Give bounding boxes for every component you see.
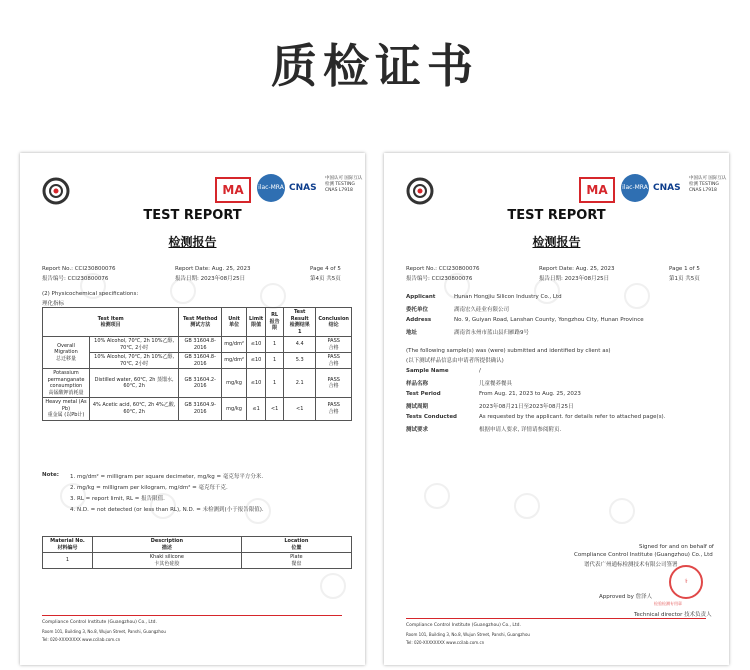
report-no-cn: 报告编号: CCI230800076 [42, 276, 109, 282]
address-label: Address [406, 317, 432, 323]
page-number: Page 1 of 5 [669, 266, 700, 272]
watermark [609, 498, 635, 524]
report-title-cn: 检测报告 [532, 235, 581, 249]
applicant-value: Hunan Hongjiu Silicon Industry Co., Ltd [454, 294, 562, 300]
address-cn-value: 湖南省永州市蓝山县归雁路9号 [454, 330, 530, 336]
cell-method: GB 31604.8-2016 [179, 337, 222, 353]
section-title: (2) Physicochemical specifications: [42, 291, 139, 297]
banner-title: 质检证书 [271, 39, 479, 93]
footer-company: Compliance Control Institute (Guangzhou) Co., Ltd. [406, 623, 521, 628]
tests-label: Tests Conducted [406, 414, 457, 420]
cell-result: 5.3 [284, 353, 316, 369]
cnas-logo-icon: CNAS [289, 183, 317, 193]
cell-limit: ≤10 [246, 369, 265, 398]
table-row [43, 337, 352, 353]
statement: (The following sample(s) was (were) submitted and identified by client as) [406, 348, 611, 354]
signed-cn: 谱代表广州通标检测技术有限公司签署 [584, 562, 678, 568]
cell-limit: ≤10 [246, 337, 265, 353]
sample-cn-value: 儿童餐养餐具 [479, 381, 513, 387]
footer-contact: Tel: 020-XXXXXXXX www.ccilab.com.cn [406, 640, 485, 645]
cell-limit: ≤10 [246, 353, 265, 369]
cell-rl: 1 [266, 353, 284, 369]
watermark [624, 283, 650, 309]
report-date: Report Date: Aug. 25, 2023 [175, 266, 251, 272]
report-no: Report No.: CCI230800076 [42, 266, 116, 272]
applicant-label: Applicant [406, 294, 436, 300]
watermark [424, 483, 450, 509]
cell-description: Khaki silicone 卡其色硅胶 [93, 553, 242, 569]
period-cn-label: 测试周期 [406, 404, 429, 410]
tests-cn-value: 根据申请人要求, 详情请参阅附页. [479, 427, 562, 433]
cell-result: <1 [284, 398, 316, 421]
cell-item: Heavy metal (As Pb) 重金属 (以Pb计) [43, 398, 90, 421]
report-no: Report No.: CCI230800076 [406, 266, 480, 272]
th-item: Test Item 检测项目 [43, 308, 179, 337]
table-header-row [43, 308, 352, 337]
cell-item: Overall Migration 总迁移量 [43, 337, 90, 369]
report-title-cn: 检测报告 [168, 235, 217, 249]
approved-label: Approved by 詹泽人 [599, 594, 653, 600]
section-title-cn: 理化指标 [42, 301, 65, 307]
cci-logo-icon [42, 177, 70, 205]
th-material-no: Material No. 材料编号 [43, 537, 93, 553]
cnas-text: 中国认可 国际互认 检测 TESTING CNAS L7918 [689, 176, 727, 193]
note-2: 2. mg/kg = milligram per kilogram, mg/dm² = 毫克每千克. [70, 485, 228, 491]
report-page-1 [384, 153, 729, 665]
ilac-logo-icon: ilac-MRA [621, 174, 649, 202]
note-label: Note: [42, 472, 59, 478]
th-unit: Unit 单位 [222, 308, 247, 337]
cell-unit: mg/kg [222, 398, 247, 421]
table-row [43, 398, 352, 421]
report-title: TEST REPORT [143, 208, 242, 223]
th-rl: RL 报告限 [266, 308, 284, 337]
cell-condition: Distilled water, 60℃, 2h 蒸馏水, 60℃, 2h [90, 369, 179, 398]
tech-director: Technical director 技术负责人 [634, 612, 712, 618]
th-description: Description 描述 [93, 537, 242, 553]
address-cn-label: 地址 [406, 330, 418, 336]
footer-divider [406, 618, 706, 619]
th-location: Location 位置 [241, 537, 351, 553]
cell-condition: 10% Alcohol, 70℃, 2h 10%乙醇, 70℃, 2小时 [90, 337, 179, 353]
note-4: 4. N.D. = not detected (or less than RL), N.D. = 未检测到(小于报告限值). [70, 507, 264, 513]
note-3: 3. RL = report limit, RL = 报告限值. [70, 496, 165, 502]
address-value: No. 9, Guiyan Road, Lanshan County, Yongzhou City, Hunan Province [454, 317, 644, 323]
cell-unit: mg/dm² [222, 337, 247, 353]
page-number-cn: 第4页 共5页 [310, 276, 341, 282]
sample-cn-label: 样品名称 [406, 381, 429, 387]
cnas-logo-icon: CNAS [653, 183, 681, 193]
table-row [43, 353, 352, 369]
applicant-cn-label: 委托单位 [406, 307, 429, 313]
note-1: 1. mg/dm² = milligram per square decimeter, mg/kg = 毫克每平方分米. [70, 474, 264, 480]
footer-address: Room 101, Building 3, No.8, Wujun Street, Panshi, Guangzhou [42, 629, 166, 634]
tests-value: As requested by the applicant. for details refer to attached page(s). [479, 414, 666, 420]
cell-conclusion: PASS 合格 [316, 337, 352, 353]
period-value: From Aug. 21, 2023 to Aug. 25, 2023 [479, 391, 581, 397]
results-table [42, 307, 352, 421]
table-row [43, 369, 352, 398]
report-title: TEST REPORT [507, 208, 606, 223]
cnas-text: 中国认可 国际互认 检测 TESTING CNAS L7918 [325, 176, 363, 193]
signed-company: Compliance Control Institute (Guangzhou) Co., Ltd [574, 552, 713, 558]
table-header-row [43, 537, 352, 553]
cell-method: GB 31604.2-2016 [179, 369, 222, 398]
cell-unit: mg/dm² [222, 353, 247, 369]
th-conclusion: Conclusion 结论 [316, 308, 352, 337]
signed-for: Signed for and on behalf of [639, 544, 714, 550]
report-date-cn: 报告日期: 2023年08月25日 [539, 276, 610, 282]
cell-rl: 1 [266, 337, 284, 353]
cell-result: 4.4 [284, 337, 316, 353]
th-result: Test Result 检测结果 1 [284, 308, 316, 337]
statement-cn: (以下测试样品信息由申请者所提供确认) [406, 358, 504, 364]
company-stamp: ⚕ [669, 565, 703, 599]
tests-cn-label: 测试要求 [406, 427, 429, 433]
watermark [320, 573, 346, 599]
watermark [260, 283, 286, 309]
footer-contact: Tel: 020-XXXXXXXX www.ccilab.com.cn [42, 637, 121, 642]
page-number-cn: 第1页 共5页 [669, 276, 700, 282]
cell-limit: ≤1 [246, 398, 265, 421]
report-no-cn: 报告编号: CCI230800076 [406, 276, 473, 282]
footer-address: Room 101, Building 3, No.8, Wujun Street, Panshi, Guangzhou [406, 632, 530, 637]
cell-conclusion: PASS 合格 [316, 369, 352, 398]
cell-condition: 10% Alcohol, 70℃, 2h 10%乙醇, 70℃, 2小时 [90, 353, 179, 369]
cell-location: Plate 餐盘 [241, 553, 351, 569]
cma-logo-icon: MA [215, 177, 251, 203]
stamp-text: 检验检测专用章 [654, 601, 682, 606]
report-date-cn: 报告日期: 2023年08月25日 [175, 276, 246, 282]
applicant-cn-value: 湖南宏久硅业有限公司 [454, 307, 510, 313]
footer-company: Compliance Control Institute (Guangzhou) Co., Ltd. [42, 620, 157, 625]
cell-material-no: 1 [43, 553, 93, 569]
th-limit: Limit 限值 [246, 308, 265, 337]
cell-method: GB 31604.9-2016 [179, 398, 222, 421]
cell-conclusion: PASS 合格 [316, 353, 352, 369]
cci-logo-icon [406, 177, 434, 205]
footer-divider [42, 615, 342, 616]
cell-rl: 1 [266, 369, 284, 398]
period-cn-value: 2023年08月21日至2023年08月25日 [479, 404, 574, 410]
cell-item: Potassium permanganate consumption 高锰酸钾消耗量 [43, 369, 90, 398]
cell-conclusion: PASS 合格 [316, 398, 352, 421]
ilac-logo-icon: ilac-MRA [257, 174, 285, 202]
watermark [514, 493, 540, 519]
cell-condition: 4% Acetic acid, 60℃, 2h 4%乙酸, 60℃, 2h [90, 398, 179, 421]
table-row [43, 553, 352, 569]
report-date: Report Date: Aug. 25, 2023 [539, 266, 615, 272]
cell-method: GB 31604.8-2016 [179, 353, 222, 369]
th-method: Test Method 测试方法 [179, 308, 222, 337]
cell-unit: mg/kg [222, 369, 247, 398]
sample-label: Sample Name [406, 368, 449, 374]
page-number: Page 4 of 5 [310, 266, 341, 272]
period-label: Test Period [406, 391, 441, 397]
cell-result: 2.1 [284, 369, 316, 398]
material-table [42, 536, 352, 569]
report-page-4 [20, 153, 365, 665]
sample-value: / [479, 368, 481, 374]
cma-logo-icon: MA [579, 177, 615, 203]
cell-rl: <1 [266, 398, 284, 421]
